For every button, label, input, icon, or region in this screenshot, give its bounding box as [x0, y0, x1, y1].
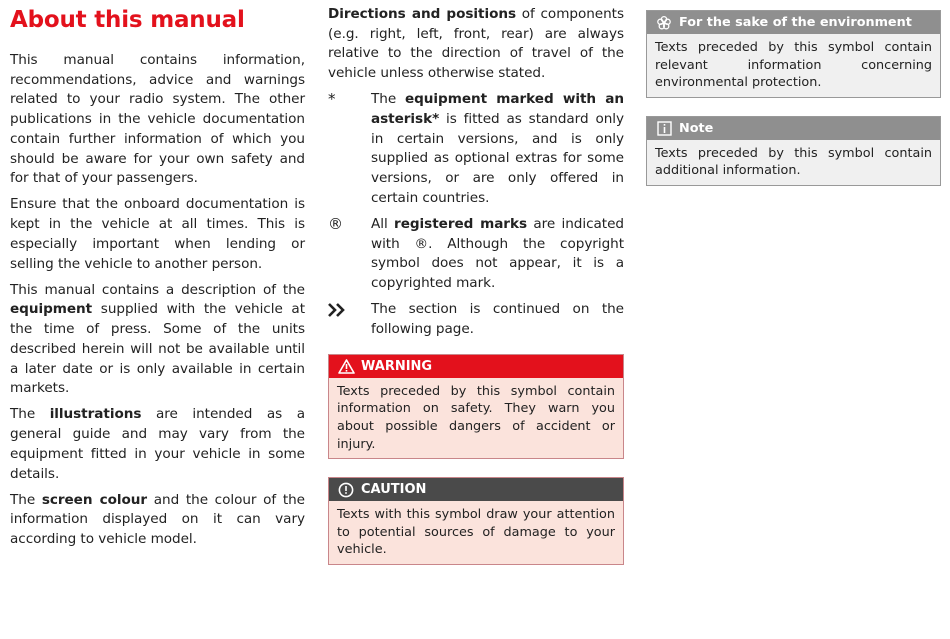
- environment-box: [646, 10, 941, 98]
- environment-text: Texts preceded by this symbol contain relevant information concerning environmental protection.: [647, 34, 940, 97]
- page-title: About this manual: [10, 7, 245, 33]
- caution-box: [328, 477, 624, 565]
- continued-text: The section is continued on the following page.: [371, 301, 624, 338]
- caution-text: Texts with this symbol draw your attention to potential sources of damage to your vehicle.: [329, 501, 623, 564]
- caution-header: [329, 478, 623, 501]
- warning-label: WARNING: [361, 358, 433, 374]
- note-box: [646, 116, 941, 186]
- paragraph-equipment: This manual contains a description of the equipment supplied with the vehicle at the time of press. Some of the units described herein will not be available until a later date or is only available in certain markets.: [10, 281, 305, 397]
- paragraph-documentation: Ensure that the onboard documentation is kept in the vehicle at all times. This is especially important when lending or selling the vehicle to another person.: [10, 196, 305, 272]
- flower-icon: [655, 14, 673, 32]
- column-left: [10, 0, 305, 556]
- note-label: Note: [679, 120, 714, 136]
- info-icon: [655, 119, 673, 137]
- registered-item: [328, 215, 624, 294]
- warning-box: [328, 354, 624, 459]
- paragraph-directions: Directions and positions of components (e.g. right, left, front, rear) are always relative to the direction of travel of the vehicle unless otherwise stated.: [328, 6, 624, 82]
- environment-label: For the sake of the environment: [679, 15, 912, 30]
- registered-text: All registered marks are indicated with ®. Although the copyright symbol does not appear, it is a copyrighted mark.: [371, 216, 624, 292]
- warning-triangle-icon: [337, 357, 355, 375]
- note-text: Texts preceded by this symbol contain additional information.: [647, 140, 940, 185]
- warning-text: Texts preceded by this symbol contain information on safety. They warn you about possible dangers of accident or injury.: [329, 378, 623, 458]
- registered-symbol: ®: [328, 215, 343, 234]
- paragraph-screen-colour: The screen colour and the colour of the information displayed on it can vary according to vehicle model.: [10, 491, 305, 548]
- column-middle: [328, 0, 624, 583]
- paragraph-illustrations: The illustrations are intended as a general guide and may vary from the equipment fitted in your vehicle in some details.: [10, 406, 305, 482]
- environment-header: [647, 11, 940, 34]
- note-header: [647, 117, 940, 140]
- double-chevron-right-icon: [328, 303, 346, 317]
- paragraph-intro: This manual contains information, recommendations, advice and warnings related to your radio system. The other publications in the vehicle documentation contain further information of which you should be aware for your own safety and for that of your passengers.: [10, 52, 305, 187]
- asterisk-item: [328, 90, 624, 208]
- caution-label: CAUTION: [361, 482, 427, 498]
- column-right: [646, 10, 941, 204]
- asterisk-text: The equipment marked with an asterisk* is fitted as standard only in certain versions, and is only supplied as optional extras for some versions, or are only offered in certain countries.: [371, 91, 624, 206]
- caution-exclamation-icon: [337, 481, 355, 499]
- warning-header: [329, 355, 623, 378]
- asterisk-symbol: *: [328, 90, 336, 109]
- continued-item: [328, 300, 624, 339]
